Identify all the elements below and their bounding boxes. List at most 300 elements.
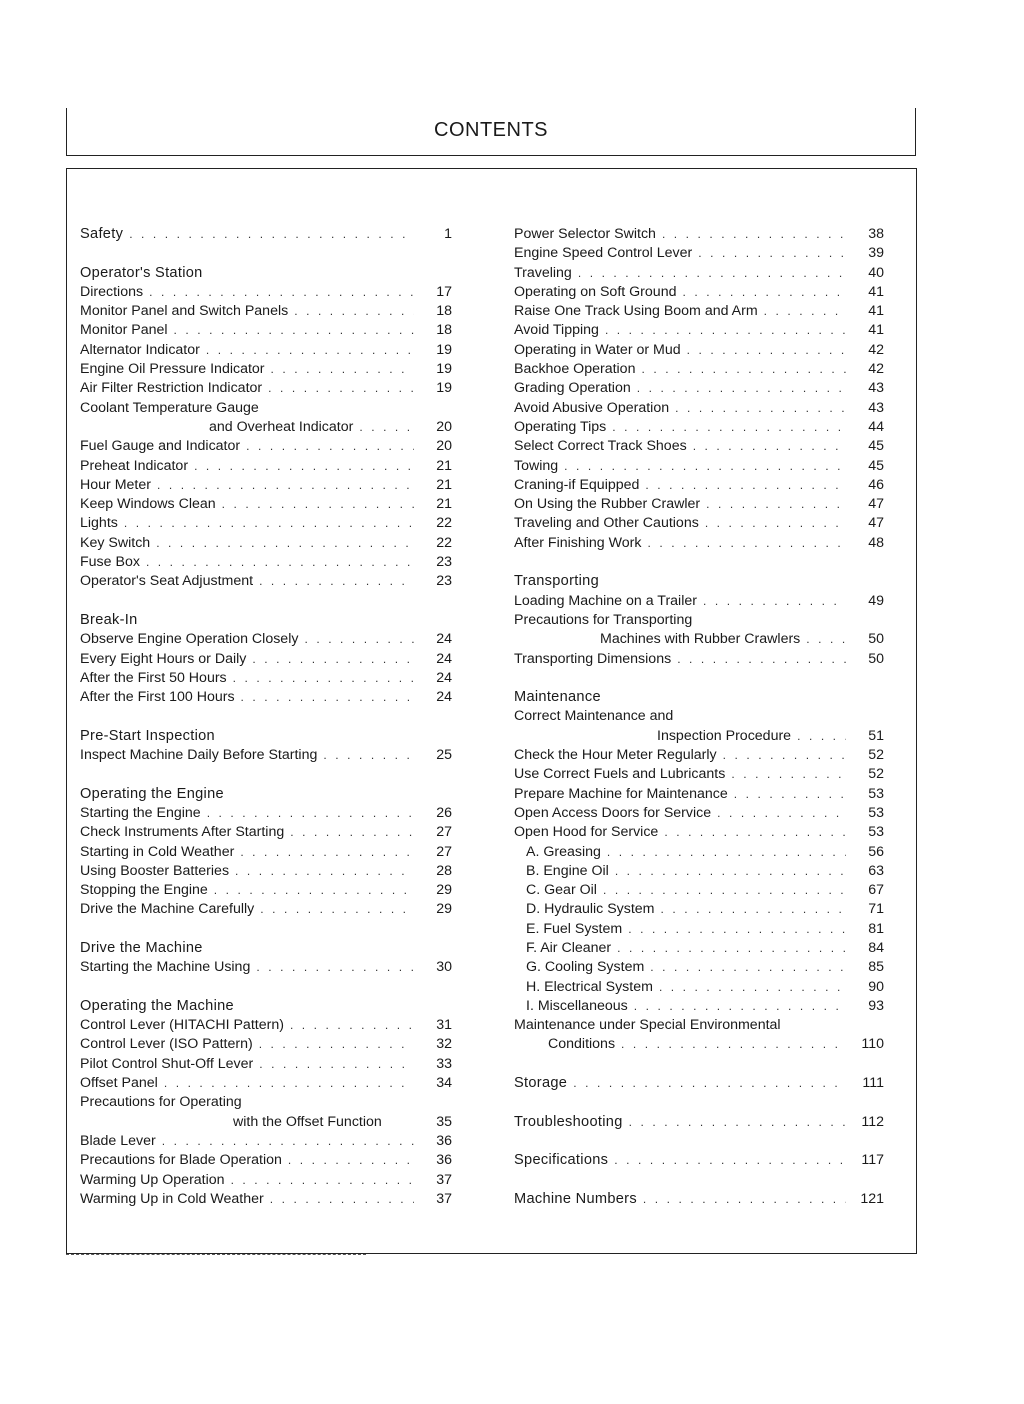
toc-entry[interactable] [514,804,884,823]
toc-leader-dots [650,958,846,977]
toc-leader-dots [174,321,414,340]
toc-page-number: 53 [868,804,884,821]
toc-entry-label: Maintenance under Special Environmental [514,1017,781,1034]
toc-entry[interactable] [80,360,452,379]
toc-entry[interactable] [80,804,452,823]
toc-page-number: 20 [436,438,452,455]
toc-entry[interactable] [514,1035,884,1054]
toc-page-number: 23 [436,573,452,590]
toc-page-number: 35 [436,1113,452,1130]
toc-entry-label: Lights [80,515,118,532]
toc-entry-label: After Finishing Work [514,534,642,551]
toc-entry[interactable] [514,920,884,939]
toc-entry-label: Specifications [514,1152,609,1169]
toc-leader-dots [240,843,414,862]
toc-page-number: 36 [436,1152,452,1169]
toc-leader-dots [637,379,846,398]
toc-entry[interactable] [514,495,884,514]
toc-entry[interactable] [80,881,452,900]
toc-entry[interactable] [514,958,884,977]
toc-page-number: 1 [444,226,452,242]
toc-entry-label: Every Eight Hours or Daily [80,650,247,667]
toc-entry-label: Starting in Cold Weather [80,843,235,860]
toc-leader-dots [233,669,414,688]
toc-entry[interactable] [514,746,884,765]
toc-spacer [514,553,884,572]
toc-spacer [80,592,452,611]
toc-entry-label: I. Miscellaneous [526,997,628,1014]
toc-entry-label: and Overheat Indicator [209,418,354,435]
toc-section-heading[interactable] [514,1074,884,1093]
toc-page-number: 40 [868,264,884,281]
toc-page-number: 37 [436,1190,452,1207]
toc-page-number: 110 [861,1036,884,1053]
toc-entry-label: Inspection Procedure [657,727,792,744]
toc-entry[interactable] [514,630,884,649]
toc-leader-dots [207,804,414,823]
toc-entry-label: G. Cooling System [526,959,645,976]
toc-page-number: 93 [868,997,884,1014]
toc-page-number: 20 [436,418,452,435]
toc-entry-label: Fuse Box [80,554,140,571]
toc-entry[interactable] [80,379,452,398]
toc-entry[interactable] [80,1055,452,1074]
toc-leader-dots [235,862,414,881]
toc-entry[interactable] [514,418,884,437]
toc-entry-label: Alternator Indicator [80,341,200,358]
toc-entry[interactable] [514,514,884,533]
toc-leader-dots [693,437,846,456]
toc-section-heading[interactable] [514,1151,884,1170]
toc-leader-dots [603,881,846,900]
toc-leader-dots [662,225,846,244]
toc-leader-dots [259,1055,414,1074]
toc-leader-dots [124,514,414,533]
toc-spacer [514,1132,884,1151]
toc-entry[interactable] [514,862,884,881]
toc-column-right [514,225,884,1209]
toc-entry[interactable] [80,437,452,456]
toc-entry[interactable] [514,457,884,476]
toc-leader-dots [564,457,846,476]
toc-spacer [514,669,884,688]
toc-page-number: 48 [868,534,884,551]
toc-entry[interactable] [514,399,884,418]
toc-entry-label: B. Engine Oil [526,862,609,879]
toc-page-number: 41 [868,303,884,320]
toc-entry-label: Conditions [548,1036,616,1053]
toc-entry[interactable] [80,1151,452,1170]
toc-page-number: 50 [868,650,884,667]
toc-entry-label: Starting the Engine [80,804,201,821]
toc-entry[interactable] [80,283,452,302]
toc-leader-dots [270,1190,414,1209]
toc-leader-dots [162,1132,414,1151]
toc-entry-label: Towing [514,457,559,474]
toc-spacer [514,1171,884,1190]
toc-entry-label: Blade Lever [80,1132,156,1149]
toc-page-number: 27 [436,824,452,841]
toc-entry[interactable] [514,302,884,321]
toc-leader-dots [731,765,846,784]
toc-leader-dots [241,688,414,707]
toc-entry-label: Machine Numbers [514,1190,637,1207]
toc-entry[interactable] [80,341,452,360]
toc-page-number: 28 [436,862,452,879]
toc-page-number: 53 [868,824,884,841]
toc-entry-label: Operator's Seat Adjustment [80,573,254,590]
toc-entry-label: Open Hood for Service [514,824,659,841]
toc-entry[interactable] [514,264,884,283]
toc-entry[interactable] [80,321,452,340]
toc-page-number: 36 [436,1132,452,1149]
toc-entry-label: Use Correct Fuels and Lubricants [514,766,726,783]
toc-leader-dots [149,283,414,302]
toc-leader-dots [323,746,414,765]
toc-entry-label: Control Lever (ISO Pattern) [80,1036,253,1053]
toc-entry-label: C. Gear Oil [526,882,597,899]
toc-section-heading[interactable] [80,264,452,283]
toc-page-number: 42 [868,361,884,378]
toc-entry[interactable] [80,514,452,533]
toc-section-heading[interactable] [514,572,884,591]
toc-entry[interactable] [514,379,884,398]
toc-page-number: 51 [868,727,884,744]
toc-entry-label: Pilot Control Shut-Off Lever [80,1055,254,1072]
toc-entry[interactable] [80,1190,452,1209]
toc-entry-label: Stopping the Engine [80,882,208,899]
toc-spacer [80,920,452,939]
toc-page-number: 29 [436,901,452,918]
toc-entry-label: Prepare Machine for Maintenance [514,785,728,802]
toc-section-heading[interactable] [514,688,884,707]
toc-entry[interactable] [80,823,452,842]
toc-leader-dots [359,418,414,437]
toc-entry[interactable] [80,495,452,514]
toc-entry[interactable] [80,862,452,881]
toc-page-number: 23 [436,554,452,571]
toc-entry-label: H. Electrical System [526,978,653,995]
toc-entry-label: Backhoe Operation [514,361,636,378]
toc-entry-label: Preheat Indicator [80,457,189,474]
toc-page-number: 33 [436,1055,452,1072]
toc-section-heading[interactable] [80,939,452,958]
toc-page-number: 17 [436,283,452,300]
toc-leader-dots [615,862,846,881]
toc-entry[interactable] [514,611,884,630]
toc-leader-dots [797,727,846,746]
toc-page-number: 44 [868,418,884,435]
toc-leader-dots [706,495,846,514]
toc-leader-dots [645,476,846,495]
toc-leader-dots [259,572,414,591]
toc-entry-label: After the First 50 Hours [80,669,227,686]
toc-page-number: 41 [868,283,884,300]
toc-entry[interactable] [514,939,884,958]
toc-leader-dots [573,1074,846,1093]
toc-leader-dots [246,437,414,456]
toc-entry[interactable] [80,1093,452,1112]
toc-entry[interactable] [514,360,884,379]
toc-page-number: 21 [436,476,452,493]
toc-leader-dots [677,650,846,669]
toc-entry[interactable] [514,244,884,263]
toc-entry-label: Directions [80,283,144,300]
toc-leader-dots [290,1016,414,1035]
toc-entry[interactable] [80,1074,452,1093]
toc-page-number: 18 [436,303,452,320]
toc-entry-label: Starting the Machine Using [80,959,251,976]
toc-entry[interactable] [80,476,452,495]
toc-leader-dots [675,399,846,418]
toc-entry-label: Precautions for Blade Operation [80,1152,282,1169]
toc-entry-label: Pre-Start Inspection [80,727,215,744]
toc-entry-label: Operating Tips [514,418,607,435]
toc-page-number: 42 [868,341,884,358]
toc-leader-dots [271,360,414,379]
toc-entry-label: Troubleshooting [514,1113,623,1130]
toc-leader-dots [578,264,846,283]
toc-entry-label: with the Offset Function [233,1113,382,1130]
toc-entry[interactable] [514,283,884,302]
toc-section-heading[interactable] [514,1113,884,1132]
toc-entry[interactable] [514,321,884,340]
toc-entry[interactable] [514,765,884,784]
toc-leader-dots [806,630,846,649]
toc-entry-label: Precautions for Operating [80,1094,242,1111]
toc-leader-dots [157,476,414,495]
toc-entry-label: Warming Up Operation [80,1171,225,1188]
toc-page-number: 63 [868,862,884,879]
toc-leader-dots [605,321,846,340]
toc-page-number: 41 [868,322,884,339]
toc-entry[interactable] [514,978,884,997]
toc-leader-dots [288,1151,414,1170]
toc-page-number: 19 [436,380,452,397]
toc-page-number: 18 [436,322,452,339]
toc-leader-dots [231,1171,414,1190]
toc-entry[interactable] [80,534,452,553]
toc-leader-dots [664,823,846,842]
toc-entry-label: Operating on Soft Ground [514,283,677,300]
toc-entry-label: Correct Maintenance and [514,708,674,725]
toc-leader-dots [259,1035,414,1054]
toc-entry[interactable] [80,1016,452,1035]
toc-page-number: 34 [436,1075,452,1092]
toc-page-number: 47 [868,515,884,532]
toc-entry[interactable] [514,476,884,495]
toc-entry[interactable] [80,572,452,591]
toc-entry[interactable] [80,457,452,476]
toc-leader-dots [617,939,846,958]
toc-entry[interactable] [514,707,884,726]
toc-leader-dots [214,881,414,900]
title-box [66,108,916,156]
toc-entry[interactable] [80,418,452,437]
toc-entry[interactable] [80,1132,452,1151]
toc-entry-label: Inspect Machine Daily Before Starting [80,747,318,764]
toc-page-number: 21 [436,496,452,513]
toc-section-heading[interactable] [514,1190,884,1209]
toc-entry-label: D. Hydraulic System [526,901,655,918]
toc-entry[interactable] [80,399,452,418]
toc-entry-label: Loading Machine on a Trailer [514,592,697,609]
toc-page-number: 43 [868,399,884,416]
toc-entry[interactable] [514,881,884,900]
toc-page-number: 81 [868,920,884,937]
toc-page-number: 47 [868,496,884,513]
toc-entry[interactable] [80,746,452,765]
toc-leader-dots [156,534,414,553]
toc-column-left [80,225,452,1209]
toc-leader-dots [634,997,846,1016]
toc-leader-dots [252,650,414,669]
toc-entry[interactable] [80,630,452,649]
toc-page-number: 117 [861,1152,884,1169]
toc-entry-label: Using Booster Batteries [80,862,230,879]
toc-entry[interactable] [514,592,884,611]
toc-entry[interactable] [514,534,884,553]
toc-page-number: 22 [436,515,452,532]
toc-entry[interactable] [514,437,884,456]
toc-leader-dots [268,379,414,398]
toc-entry[interactable] [514,900,884,919]
toc-leader-dots [687,341,846,360]
toc-spacer [514,1093,884,1112]
toc-entry-label: Storage [514,1075,568,1092]
toc-entry-label: Control Lever (HITACHI Pattern) [80,1017,284,1034]
toc-entry-label: Air Filter Restriction Indicator [80,380,263,397]
toc-leader-dots [698,244,846,263]
toc-entry-label: Transporting Dimensions [514,650,672,667]
toc-page-number: 53 [868,785,884,802]
toc-page-number: 30 [436,959,452,976]
toc-entry-label: E. Fuel System [526,920,623,937]
toc-entry-label: A. Greasing [526,843,601,860]
toc-leader-dots [703,592,846,611]
toc-section-heading[interactable] [80,727,452,746]
toc-section-heading[interactable] [80,225,452,244]
toc-entry[interactable] [80,843,452,862]
toc-entry-label: Grading Operation [514,380,631,397]
toc-entry-label: Maintenance [514,689,601,706]
toc-entry-label: Coolant Temperature Gauge [80,399,259,416]
toc-leader-dots [304,630,414,649]
toc-entry[interactable] [80,1113,452,1132]
toc-entry[interactable] [80,650,452,669]
toc-entry-label: After the First 100 Hours [80,689,235,706]
toc-leader-dots [682,283,846,302]
toc-entry-label: Craning-if Equipped [514,476,640,493]
toc-leader-dots [129,225,414,244]
toc-entry-label: Open Access Doors for Service [514,804,712,821]
toc-page-number: 37 [436,1171,452,1188]
toc-entry[interactable] [80,1035,452,1054]
toc-entry[interactable] [514,997,884,1016]
toc-entry[interactable] [514,785,884,804]
toc-leader-dots [647,534,846,553]
toc-entry[interactable] [514,341,884,360]
toc-entry[interactable] [514,727,884,746]
toc-entry-label: Precautions for Transporting [514,611,693,628]
toc-leader-dots [260,900,414,919]
toc-spacer [80,707,452,726]
toc-entry-label: F. Air Cleaner [526,939,612,956]
toc-page-number: 112 [861,1113,884,1130]
toc-page-number: 25 [436,747,452,764]
toc-entry[interactable] [514,823,884,842]
toc-entry-label: Raise One Track Using Boom and Arm [514,303,758,320]
toc-page-number: 26 [436,804,452,821]
toc-entry-label: Engine Speed Control Lever [514,245,693,262]
toc-spacer [80,978,452,997]
page-title: CONTENTS [434,119,548,141]
toc-leader-dots [734,785,846,804]
toc-page-number: 84 [868,939,884,956]
toc-entry-label: Key Switch [80,534,151,551]
toc-leader-dots [661,900,846,919]
toc-page-number: 56 [868,843,884,860]
toc-page-number: 22 [436,534,452,551]
toc-entry[interactable] [80,669,452,688]
toc-entry-label: Fuel Gauge and Indicator [80,438,241,455]
toc-entry[interactable] [514,1016,884,1035]
toc-spacer [80,244,452,263]
toc-page-number: 27 [436,843,452,860]
toc-entry[interactable] [80,1171,452,1190]
toc-page-number: 39 [868,245,884,262]
toc-entry[interactable] [514,650,884,669]
toc-section-heading[interactable] [80,611,452,630]
toc-leader-dots [705,514,846,533]
toc-page-number: 24 [436,631,452,648]
toc-leader-dots [643,1190,846,1209]
toc-entry[interactable] [80,958,452,977]
toc-leader-dots [206,341,414,360]
toc-entry[interactable] [514,843,884,862]
toc-entry-label: Monitor Panel [80,322,168,339]
toc-entry[interactable] [80,302,452,321]
toc-entry[interactable] [514,225,884,244]
toc-entry-label: Drive the Machine [80,939,203,956]
toc-section-heading[interactable] [80,997,452,1016]
toc-page-number: 21 [436,457,452,474]
toc-entry-label: On Using the Rubber Crawler [514,496,701,513]
toc-entry-label: Power Selector Switch [514,226,656,242]
toc-entry-label: Operating the Engine [80,785,224,802]
toc-entry[interactable] [80,900,452,919]
toc-entry-label: Check the Hour Meter Regularly [514,747,717,764]
toc-entry-label: Warming Up in Cold Weather [80,1190,264,1207]
toc-leader-dots [629,1113,846,1132]
toc-entry[interactable] [80,688,452,707]
toc-page-number: 43 [868,380,884,397]
toc-page-number: 31 [436,1017,452,1034]
toc-entry-label: Avoid Tipping [514,322,599,339]
toc-leader-dots [256,958,414,977]
toc-leader-dots [717,804,846,823]
toc-entry-label: Operator's Station [80,264,203,281]
toc-leader-dots [659,978,846,997]
toc-entry-label: Break-In [80,611,138,628]
toc-entry-label: Transporting [514,573,599,590]
toc-page-number: 90 [868,978,884,995]
toc-section-heading[interactable] [80,785,452,804]
toc-entry-label: Offset Panel [80,1075,158,1092]
toc-leader-dots [194,457,414,476]
toc-entry[interactable] [80,553,452,572]
toc-page-number: 38 [868,226,884,242]
